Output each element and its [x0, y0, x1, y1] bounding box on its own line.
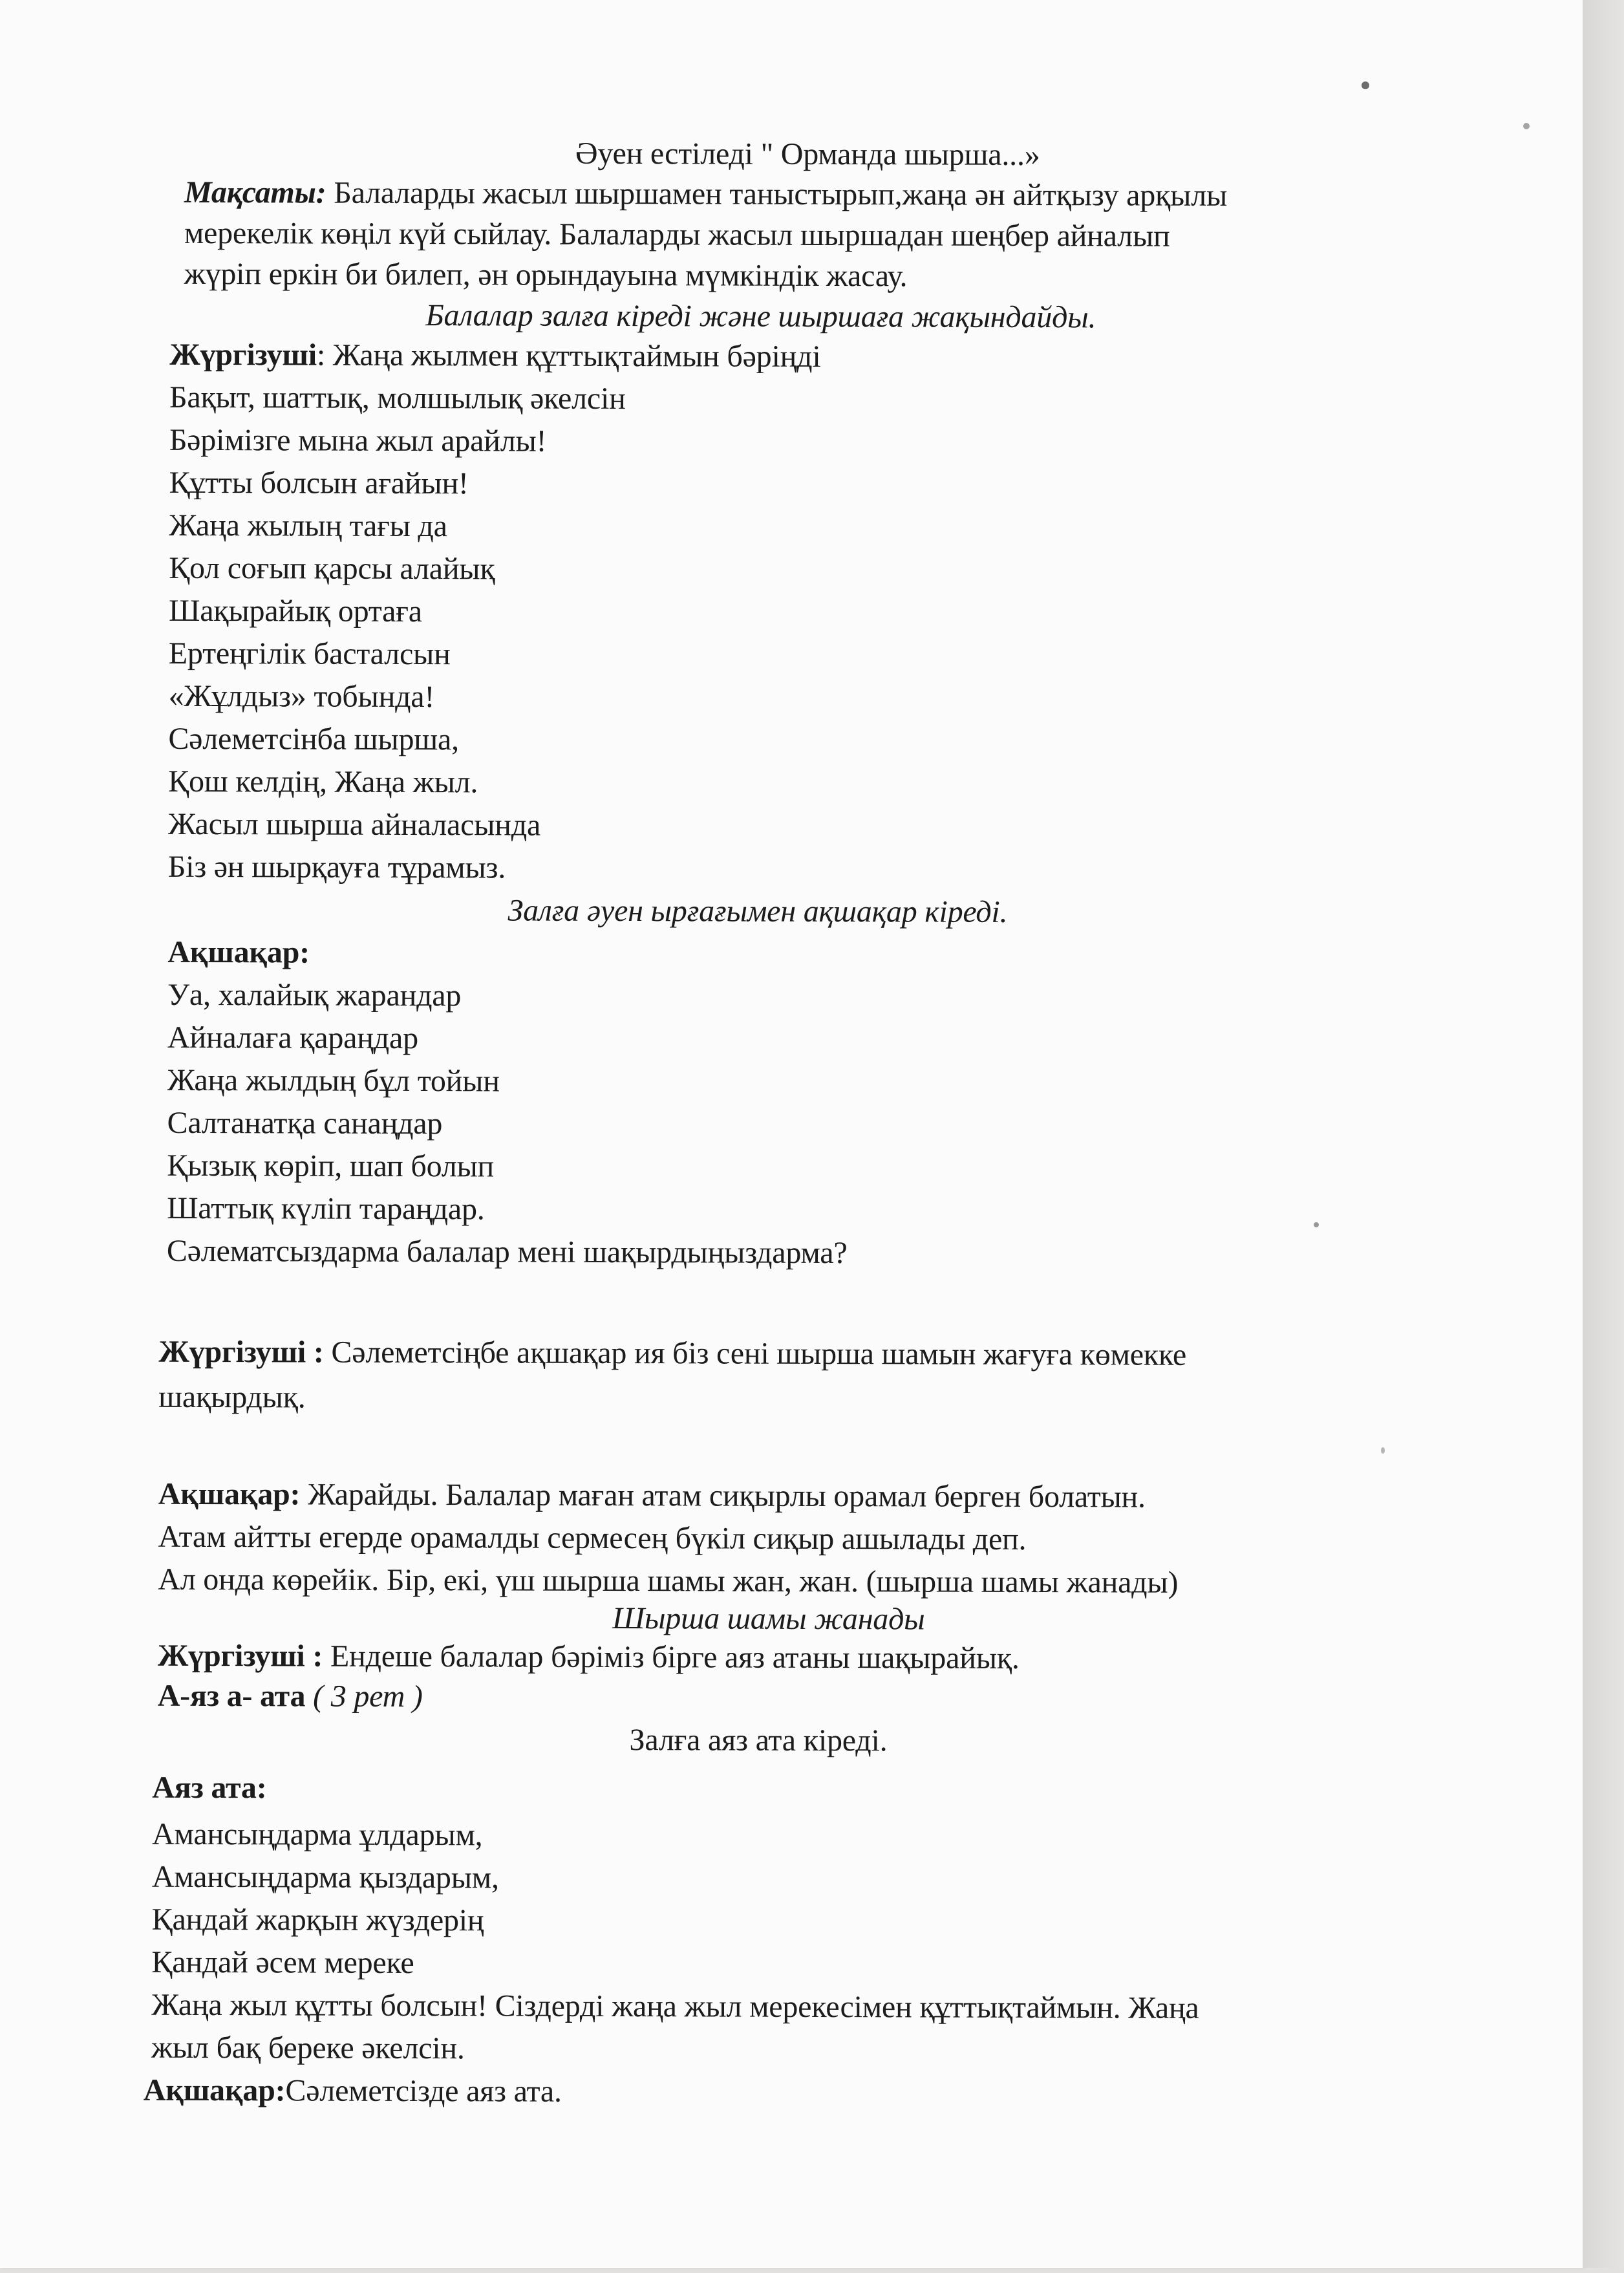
host-line [169, 336, 820, 376]
stage-direction: Залға әуен ырғағымен ақшақар кіреді. [508, 893, 1008, 929]
chant-text: А-яз а- ата [157, 1678, 306, 1714]
verse-line: Қош келдің, Жаңа жыл. [168, 764, 478, 800]
goal-line-3: жүріп еркін би билеп, ән орындауына мүмкіндік жасау. [184, 256, 908, 294]
verse-line: Бәрімізге мына жыл арайлы! [169, 422, 547, 458]
host-text: Ендеше балалар бәріміз бірге аяз атаны шақырайық. [323, 1639, 1020, 1675]
verse-line: Шаттық күліп тараңдар. [167, 1190, 485, 1227]
verse-line: Амансыңдарма ұлдарым, [152, 1816, 483, 1853]
document-title: Әуен естіледі " Орманда шырша...» [575, 136, 1040, 173]
chant-line [158, 1677, 423, 1716]
speaker-snow-maiden: Ақшақар: [143, 2073, 286, 2108]
verse-line: Қызық көріп, шап болып [167, 1148, 495, 1184]
snow-maiden-line: Ал онда көрейік. Бір, екі, үш шырша шамы жан, жан. (шырша шамы жанады) [158, 1562, 1179, 1600]
verse-line: «Жұлдыз» тобында! [168, 678, 435, 715]
verse-line: Сәлематсыздарма балалар мені шақырдыңыздарма? [166, 1233, 848, 1271]
verse-line: Жасыл шырша айналасында [167, 806, 541, 843]
verse-line: Қандай жарқын жүздерің [151, 1902, 484, 1938]
snow-maiden-text: Жарайды. Балалар маған атам сиқырлы орамал берген болатын. [300, 1477, 1146, 1514]
host-text: : Жаңа жылмен құттықтаймын бәріңді [316, 338, 821, 374]
verse-line: Жаңа жылдың бұл тойын [167, 1062, 500, 1099]
host-line-continued: шақырдық. [158, 1379, 306, 1415]
goal-line-2: мерекелік көңіл күй сыйлау. Балаларды жасыл шыршадан шеңбер айналып [184, 215, 1170, 253]
verse-line: Салтанатқа санаңдар [167, 1105, 443, 1141]
snow-maiden-line [144, 2071, 562, 2111]
verse-line: Ертеңгілік басталсын [168, 636, 451, 672]
snow-maiden-line [158, 1475, 1146, 1517]
verse-line: Қол соғып қарсы алайық [169, 550, 495, 587]
verse-line: Біз ән шырқауға тұрамыз. [167, 849, 506, 885]
speaker-father-frost: Аяз ата: [152, 1770, 267, 1805]
verse-line: Жаңа жыл құтты болсын! Сіздерді жаңа жыл мерекесімен құттықтаймын. Жаңа [151, 1987, 1199, 2025]
snow-maiden-line: Атам айтты егерде орамалды сермесең бүкіл сиқыр ашылады деп. [158, 1519, 1027, 1557]
host-line [158, 1637, 1020, 1678]
verse-line: Айналаға қараңдар [167, 1020, 419, 1056]
host-text: Сәлеметсіңбе ақшақар ия біз сені шырша шамын жағуға көмекке [323, 1335, 1187, 1372]
host-line [158, 1333, 1186, 1375]
goal-text: Балаларды жасыл шыршамен таныстырып,жаңа ән айтқызу арқылы [326, 175, 1228, 213]
verse-line: Бақыт, шаттық, молшылық әкелсін [169, 380, 626, 416]
speaker-host: Жүргізуші : [157, 1638, 323, 1674]
verse-line: Жаңа жылың тағы да [169, 508, 447, 544]
stage-direction: Шырша шамы жанады [612, 1600, 925, 1637]
chant-note: ( 3 рет ) [305, 1679, 423, 1714]
goal-line-1 [184, 173, 1227, 215]
verse-line: Құтты болсын ағайын! [169, 465, 469, 501]
speaker-snow-maiden: Ақшақар: [158, 1476, 301, 1512]
speaker-snow-maiden: Ақшақар: [167, 934, 310, 970]
stage-direction: Балалар залға кіреді және шыршаға жақындайды. [425, 298, 1096, 335]
verse-line: Амансыңдарма қыздарым, [151, 1859, 499, 1895]
snow-maiden-text: Сәлеметсізде аяз ата. [285, 2073, 562, 2109]
scanner-edge [1583, 0, 1624, 2268]
stage-direction: Залға аяз ата кіреді. [629, 1723, 888, 1758]
verse-line: Шақырайық ортаға [168, 593, 423, 629]
goal-label: Мақсаты: [184, 175, 326, 210]
speaker-host: Жүргізуші : [158, 1334, 324, 1370]
verse-line: Сәлеметсінба шырша, [168, 721, 460, 757]
verse-line: Қандай әсем мереке [151, 1944, 414, 1981]
speaker-host: Жүргізуші [169, 337, 317, 372]
verse-line: Уа, халайық жарандар [167, 977, 462, 1013]
verse-line: жыл бақ береке әкелсін. [151, 2030, 465, 2066]
